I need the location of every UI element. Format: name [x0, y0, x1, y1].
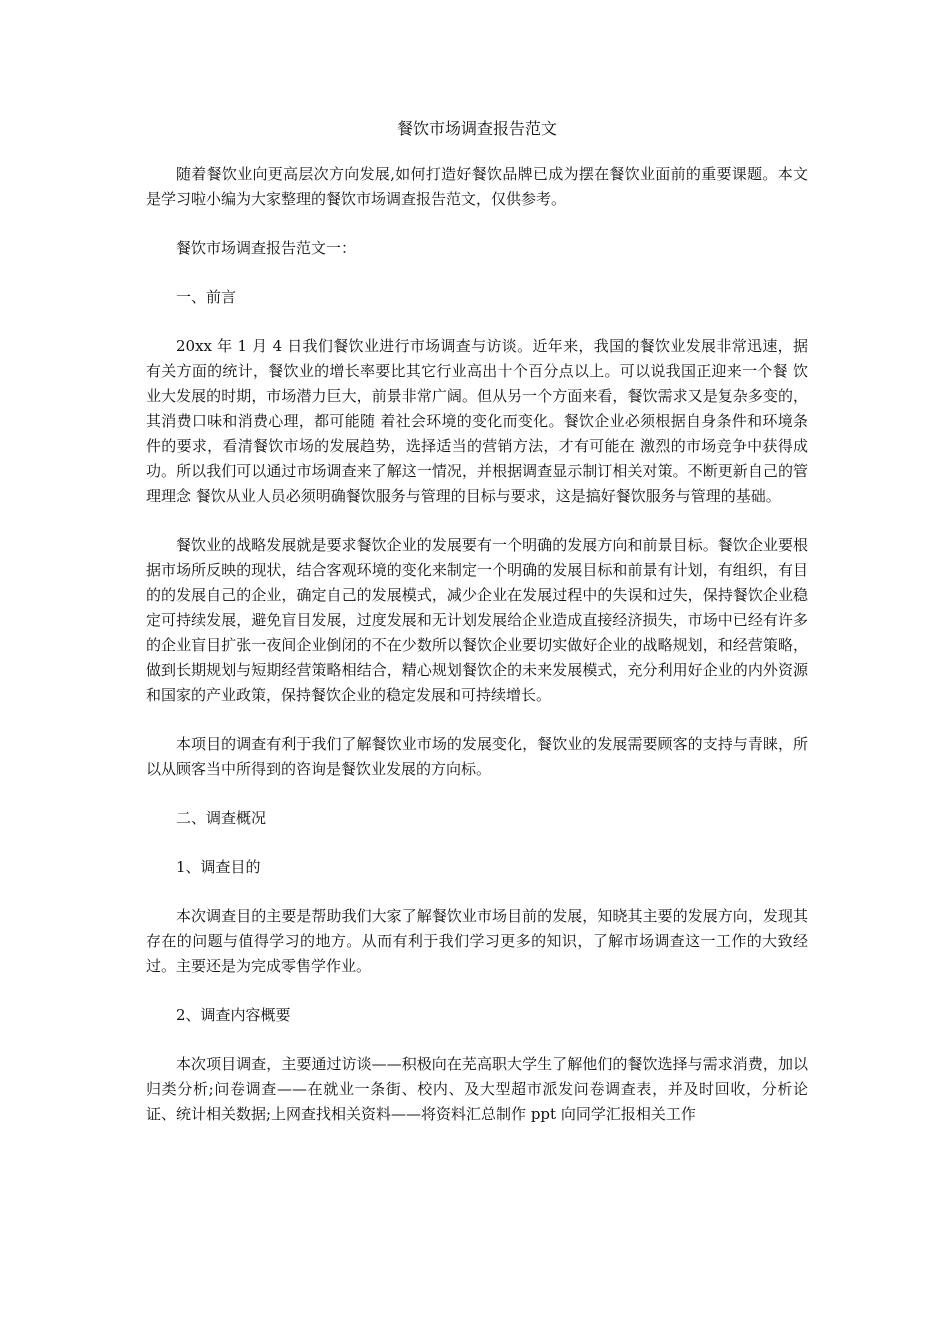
section-heading-overview: 二、调查概况 — [176, 809, 267, 827]
subsection-heading-content: 2、调查内容概要 — [176, 1006, 291, 1024]
subsection-heading-purpose: 1、调查目的 — [176, 858, 261, 876]
intro-paragraph: 随着餐饮业向更高层次方向发展,如何打造好餐饮品牌已成为摆在餐饮业面前的重要课题。本文是学习啦小编为大家整理的餐饮市场调查报告范文，仅供参考。 — [146, 165, 808, 208]
document-page — [146, 118, 808, 1151]
preface-paragraph-3: 本项目的调查有利于我们了解餐饮业市场的发展变化，餐饮业的发展需要顾客的支持与青睐，所以从顾客当中所得到的咨询是餐饮业发展的方向标。 — [146, 735, 808, 778]
preface-paragraph-2: 餐饮业的战略发展就是要求餐饮企业的发展要有一个明确的发展方向和前景目标。餐饮企业要根据市场所反映的现状，结合客观环境的变化来制定一个明确的发展目标和前景有计划，有组织，有目的的发展自己的企业，确定自己的发展模式，减少企业在发展过程中的失误和过失，保持餐饮企业稳定可持续发展，避免盲目发展，过度发展和无计划发展给企业造成直接经济损失，市场中已经有许多的企业盲目扩张一夜间企业倒闭的不在少数所以餐饮企业要切实做好企业的战略规划，和经营策略，做到长期规划与短期经营策略相结合，精心规划餐饮企的未来发展模式，充分利用好企业的内外资源和国家的产业政策，保持餐饮企业的稳定发展和可持续增长。 — [146, 536, 808, 704]
content-paragraph: 本次项目调查，主要通过访谈——积极向在芜高职大学生了解他们的餐饮选择与需求消费，加以归类分析;问卷调查——在就业一条街、校内、及大型超市派发问卷调查表，并及时回收，分析论证、统计相关数据;上网查找相关资料——将资料汇总制作 ppt 向同学汇报相关工作 — [146, 1055, 808, 1123]
section-heading-preface: 一、前言 — [176, 288, 237, 306]
purpose-paragraph: 本次调查目的主要是帮助我们大家了解餐饮业市场目前的发展，知晓其主要的发展方向，发现其存在的问题与值得学习的地方。从而有利于我们学习更多的知识，了解市场调查这一工作的大致经过。主要还是为完成零售学作业。 — [146, 907, 808, 975]
document-title: 餐饮市场调查报告范文 — [396, 119, 557, 138]
sample-heading: 餐饮市场调查报告范文一： — [176, 239, 357, 257]
preface-paragraph-1: 20xx 年 1 月 4 日我们餐饮业进行市场调查与访谈。近年来，我国的餐饮业发展非常迅速，据有关方面的统计，餐饮业的增长率要比其它行业高出十个百分点以上。可以说我国正迎来一个餐 饮业大发展的时期，市场潜力巨大，前景非常广阔。但从另一个方面来看，餐饮需求又是复杂多变的，其消费口味和消费心理，都可能随 着社会环境的变化而变化。餐饮企业必须根据自身条件和环境条件的要求，看清餐饮市场的发展趋势，选择适当的营销方法，才有可能在 激烈的市场竞争中获得成功。所以我们可以通过市场调查来了解这一情况，并根据调查显示制订相关对策。不断更新自己的管理理念 餐饮从业人员必须明确餐饮服务与管理的目标与要求，这是搞好餐饮服务与管理的基础。 — [146, 337, 808, 505]
